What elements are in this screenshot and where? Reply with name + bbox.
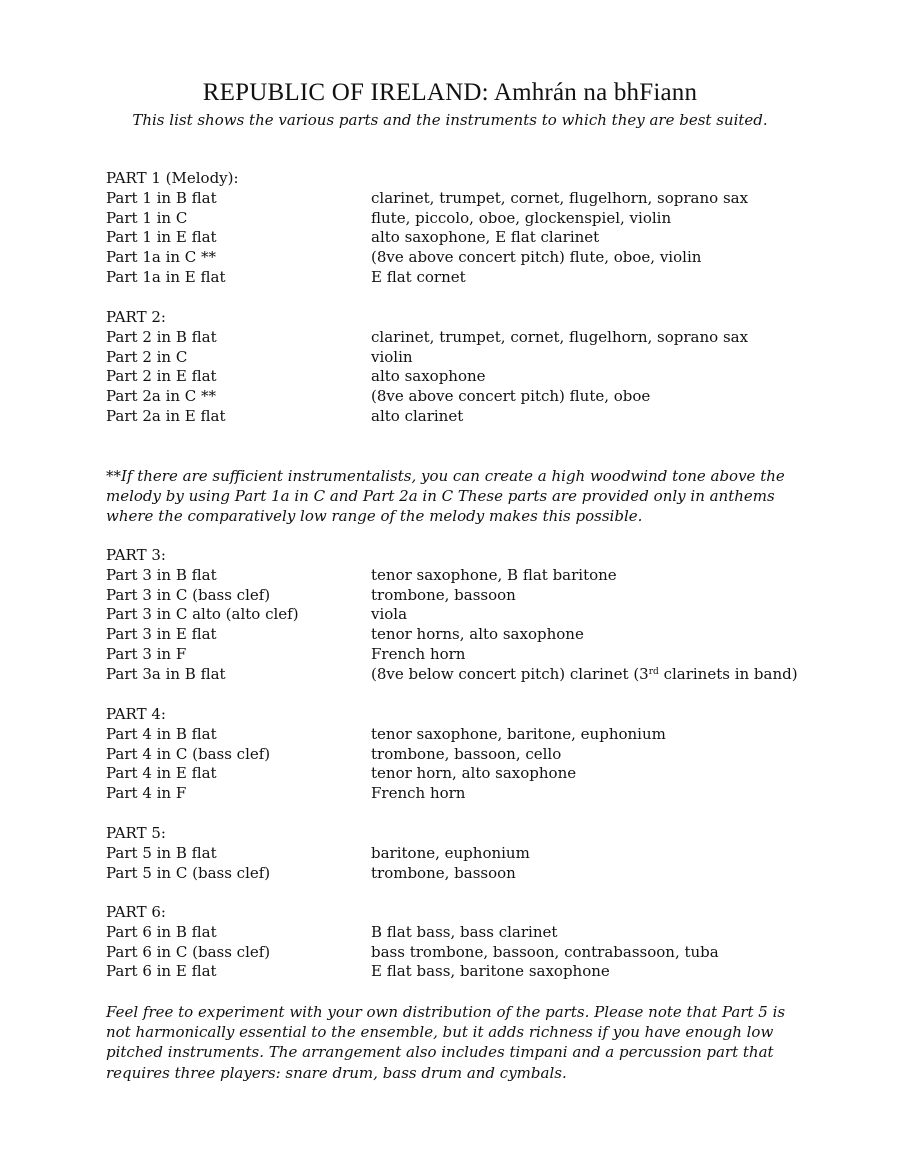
section-part-4 [106,705,806,804]
section-heading: PART 2: [106,308,166,326]
section-heading: PART 4: [106,705,166,723]
part-name: Part 3 in F [106,644,187,663]
part-name: Part 2a in E flat [106,406,226,425]
list-item [106,407,806,427]
list-item [106,645,806,665]
part-name: Part 1 in C [106,208,188,227]
part-name: Part 1 in E flat [106,228,217,247]
part-name: Part 3 in C alto (alto clef) [106,605,299,624]
list-item [106,864,806,884]
part-instruments: trombone, bassoon, cello [371,744,562,763]
part-instruments: clarinet, trumpet, cornet, flugelhorn, soprano sax [371,188,749,207]
part-instruments: alto saxophone, E flat clarinet [371,228,600,247]
list-item [106,248,806,268]
section-heading: PART 1 (Melody): [106,169,239,187]
part-name: Part 1a in E flat [106,267,226,286]
part-name: Part 6 in B flat [106,922,217,941]
part-instruments: tenor saxophone, B flat baritone [371,565,617,584]
part-name: Part 2 in B flat [106,327,217,346]
section-part-5 [106,824,806,883]
part-instruments: E flat cornet [371,267,466,286]
part-instruments: (8ve above concert pitch) flute, oboe [371,387,651,406]
part-instruments: bass trombone, bassoon, contrabassoon, tuba [371,942,719,961]
list-item [106,725,806,745]
part-name: Part 6 in E flat [106,962,217,981]
part-instruments: viola [371,605,408,624]
list-item [106,962,806,982]
list-item [106,328,806,348]
part-instruments: B flat bass, bass clarinet [371,922,558,941]
part-instruments: baritone, euphonium [371,843,530,862]
part-instruments: tenor horn, alto saxophone [371,764,577,783]
part-instruments: tenor horns, alto saxophone [371,625,584,644]
section-part-2 [106,308,806,427]
list-item [106,387,806,407]
list-item [106,784,806,804]
list-item [106,228,806,248]
part-instruments: French horn [371,784,466,803]
part-instruments: clarinet, trumpet, cornet, flugelhorn, soprano sax [371,327,749,346]
list-item [106,367,806,387]
list-item [106,348,806,368]
part-instruments [371,665,798,685]
part-name: Part 4 in E flat [106,764,217,783]
part-name: Part 1 in B flat [106,188,217,207]
page-title: REPUBLIC OF IRELAND: Amhrán na bhFiann [202,79,698,106]
section-part-6 [106,903,806,982]
part-instruments: trombone, bassoon [371,585,516,604]
list-item [106,844,806,864]
list-item [106,605,806,625]
section-heading: PART 3: [106,546,166,564]
part-instruments: (8ve above concert pitch) flute, oboe, violin [371,248,702,267]
part-instruments: French horn [371,644,466,663]
list-item [106,764,806,784]
section-part-1 [106,169,806,288]
list-item [106,943,806,963]
list-item [106,268,806,288]
part-name: Part 3 in E flat [106,625,217,644]
part-name: Part 5 in C (bass clef) [106,863,271,882]
part-name: Part 5 in B flat [106,843,217,862]
list-item [106,923,806,943]
part-instruments: alto clarinet [371,406,464,425]
part-instruments: tenor saxophone, baritone, euphonium [371,724,666,743]
section-part-3 [106,546,806,685]
part-instruments: E flat bass, baritone saxophone [371,962,610,981]
list-item [106,745,806,765]
part-name: Part 3 in C (bass clef) [106,585,271,604]
part-name: Part 2 in E flat [106,367,217,386]
list-item [106,625,806,645]
list-item [106,586,806,606]
part-name: Part 2 in C [106,347,188,366]
part-name: Part 6 in C (bass clef) [106,942,271,961]
distribution-note: Feel free to experiment with your own distribution of the parts. Please note that Part 5 is not harmonically essential to the ensemble, but it adds richness if you have enough low pitched instruments. The arrangement also includes timpani and a percussion part that requires three players: snare drum, bass drum and cymbals. [106,1003,786,1082]
part-instruments: flute, piccolo, oboe, glockenspiel, violin [371,208,672,227]
part-instruments-text: clarinets in band) [658,664,798,683]
page-subtitle: This list shows the various parts and the instruments to which they are best suited. [132,111,768,129]
section-heading: PART 6: [106,903,166,921]
part-name: Part 2a in C ** [106,387,217,406]
section-heading: PART 5: [106,824,166,842]
part-name: Part 1a in C ** [106,248,217,267]
part-instruments-text: (8ve below concert pitch) clarinet (3 [371,664,649,683]
part-instruments: trombone, bassoon [371,863,516,882]
list-item [106,566,806,586]
part-name: Part 4 in C (bass clef) [106,744,271,763]
part-name: Part 3 in B flat [106,565,217,584]
part-name: Part 4 in B flat [106,724,217,743]
woodwind-note: **If there are sufficient instrumentalists, you can create a high woodwind tone above the melody by using Part 1a in C and Part 2a in C These parts are provided only in anthems where the comparatively low range of the melody makes this possible. [106,467,785,526]
list-item [106,209,806,229]
list-item [106,189,806,209]
list-item [106,665,806,685]
part-instruments: alto saxophone [371,367,486,386]
part-instruments: violin [371,347,413,366]
ordinal-suffix: rd [648,666,659,677]
part-name: Part 4 in F [106,784,187,803]
part-name: Part 3a in B flat [106,664,226,683]
